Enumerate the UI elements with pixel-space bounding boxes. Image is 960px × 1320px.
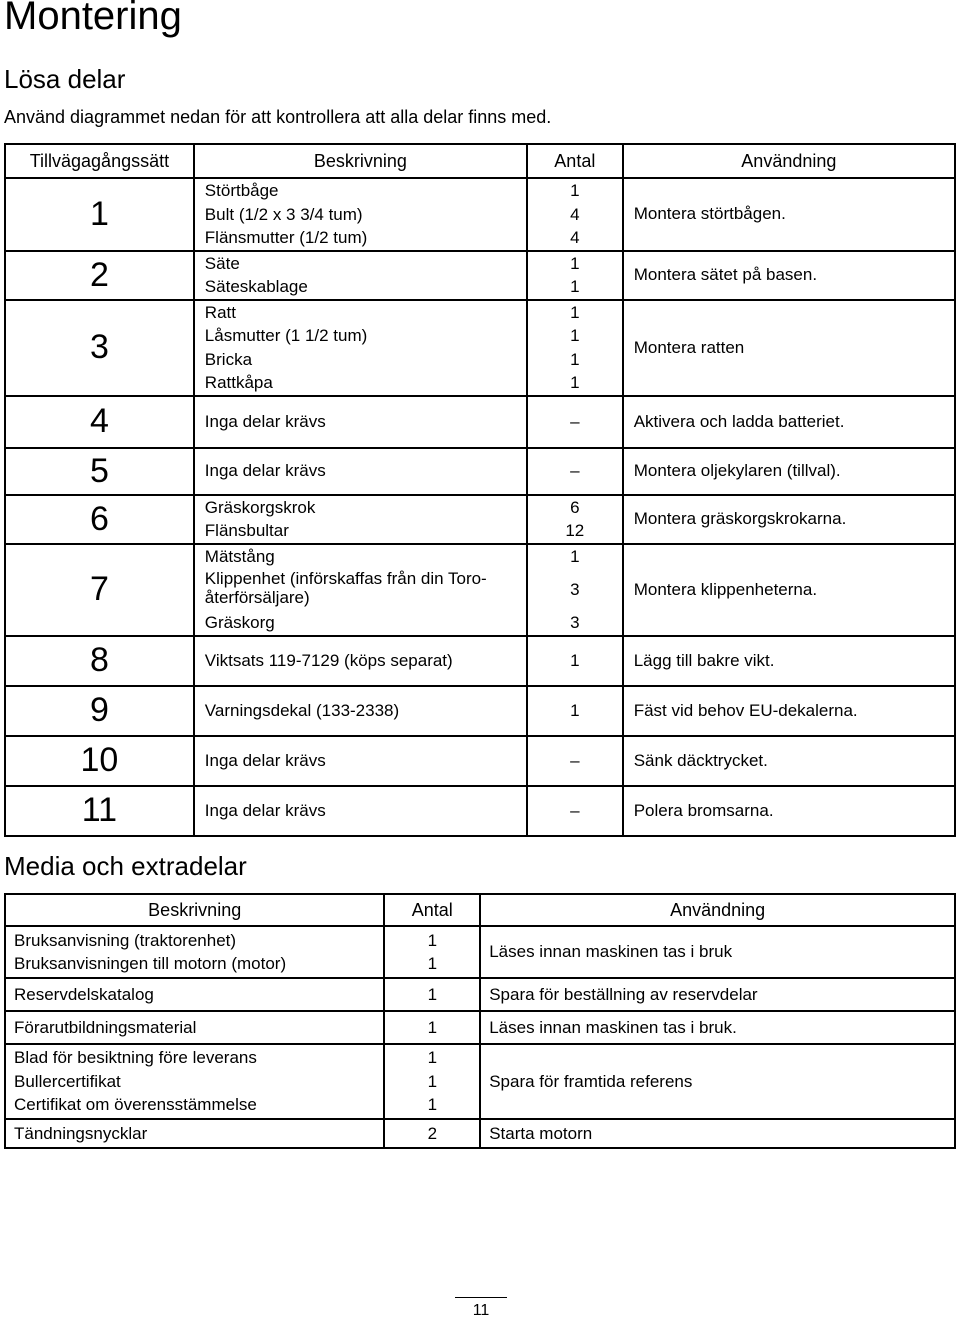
media-body [5, 926, 955, 1148]
description-cell [5, 1011, 384, 1044]
page-number: 11 [472, 1302, 490, 1319]
usage-cell: Polera bromsarna. [623, 786, 955, 836]
quantity-cell [527, 495, 623, 544]
usage-cell: Spara för framtida referens [480, 1044, 955, 1119]
step-number: 2 [5, 251, 194, 300]
table-row [5, 636, 955, 686]
step-number: 7 [5, 544, 194, 636]
table-row [5, 448, 955, 495]
header-usage: Användning [623, 144, 955, 178]
description-cell [194, 448, 527, 495]
part-description: Inga delar krävs [204, 411, 326, 431]
table-row [5, 1044, 955, 1119]
media-table [4, 893, 956, 1149]
item-quantity: 1 [427, 984, 438, 1004]
part-description: Bult (1/2 x 3 3/4 tum) [204, 204, 363, 224]
part-quantity: 1 [570, 181, 580, 200]
section-title-loose-parts: Lösa delar [4, 64, 126, 94]
part-quantity: 1 [570, 650, 580, 670]
part-quantity: 4 [570, 228, 580, 247]
usage-cell: Montera klippenheterna. [623, 544, 955, 636]
table-row [5, 1011, 955, 1044]
description-cell [194, 544, 527, 636]
table-row [5, 686, 955, 736]
table-row [5, 978, 955, 1011]
part-description: Gräskorg [204, 612, 275, 632]
usage-cell: Fäst vid behov EU-dekalerna. [623, 686, 955, 736]
description-cell [194, 178, 527, 251]
part-quantity: 1 [570, 253, 580, 273]
table-row [5, 1119, 955, 1148]
header-description: Beskrivning [5, 894, 384, 926]
usage-cell: Sänk däcktrycket. [623, 736, 955, 786]
part-quantity: 1 [570, 700, 580, 720]
table-row [5, 786, 955, 836]
item-description: Blad för besiktning före leverans [14, 1048, 257, 1068]
item-description: Förarutbildningsmaterial [14, 1017, 197, 1037]
part-description: Klippenhet (införskaffas från din Toro-återförsäljare) [204, 568, 487, 607]
part-quantity: 1 [570, 277, 580, 296]
description-cell [194, 736, 527, 786]
description-cell [5, 978, 384, 1011]
part-description: Flänsbultar [204, 521, 289, 540]
part-description: Rattkåpa [204, 373, 273, 392]
loose-parts-table [4, 143, 956, 837]
usage-cell: Läses innan maskinen tas i bruk. [480, 1011, 955, 1044]
quantity-cell [527, 300, 623, 396]
item-description: Certifikat om överensstämmelse [14, 1095, 257, 1115]
part-description: Ratt [204, 302, 236, 322]
description-cell [194, 251, 527, 300]
step-number: 5 [5, 448, 194, 495]
part-description: Bricka [204, 349, 253, 369]
step-number: 4 [5, 396, 194, 448]
step-number: 8 [5, 636, 194, 686]
part-description: Säteskablage [204, 277, 308, 296]
part-quantity: – [570, 411, 580, 431]
part-description: Gräskorgskrok [204, 497, 316, 517]
usage-cell: Montera störtbågen. [623, 178, 955, 251]
usage-cell: Lägg till bakre vikt. [623, 636, 955, 686]
table-row [5, 300, 955, 396]
quantity-cell [384, 978, 480, 1011]
description-cell [5, 926, 384, 978]
quantity-cell [527, 686, 623, 736]
table-row [5, 736, 955, 786]
item-description: Bullercertifikat [14, 1071, 121, 1091]
usage-cell: Montera sätet på basen. [623, 251, 955, 300]
part-description: Störtbåge [204, 181, 279, 200]
quantity-cell [384, 1044, 480, 1119]
quantity-cell [527, 544, 623, 636]
header-description: Beskrivning [194, 144, 527, 178]
step-number: 10 [5, 736, 194, 786]
quantity-cell [527, 251, 623, 300]
part-quantity: 3 [570, 612, 580, 632]
part-description: Låsmutter (1 1/2 tum) [204, 326, 368, 345]
quantity-cell [384, 1119, 480, 1148]
usage-cell: Montera gräskorgskrokarna. [623, 495, 955, 544]
quantity-cell [384, 1011, 480, 1044]
item-description: Tändningsnycklar [14, 1123, 148, 1143]
part-quantity: 1 [570, 547, 580, 566]
step-number: 9 [5, 686, 194, 736]
item-quantity: 1 [427, 1017, 438, 1037]
part-quantity: 4 [570, 204, 580, 224]
item-description: Bruksanvisningen till motorn (motor) [14, 954, 287, 973]
quantity-cell [527, 786, 623, 836]
part-quantity: 1 [570, 373, 580, 392]
quantity-cell [527, 636, 623, 686]
table-row [5, 495, 955, 544]
part-quantity: – [570, 800, 580, 820]
step-number: 6 [5, 495, 194, 544]
quantity-cell [527, 178, 623, 251]
description-cell [194, 636, 527, 686]
quantity-cell [527, 736, 623, 786]
part-description: Mätstång [204, 547, 275, 566]
header-procedure: Tillvägagångssätt [5, 144, 194, 178]
part-description: Viktsats 119-7129 (köps separat) [204, 650, 453, 670]
description-cell [194, 686, 527, 736]
usage-cell: Montera oljekylaren (tillval). [623, 448, 955, 495]
description-cell [194, 396, 527, 448]
part-quantity: 1 [570, 349, 580, 369]
table-row [5, 178, 955, 251]
description-cell [194, 300, 527, 396]
part-quantity: – [570, 461, 580, 481]
description-cell [194, 786, 527, 836]
usage-cell: Läses innan maskinen tas i bruk [480, 926, 955, 978]
description-cell [5, 1044, 384, 1119]
usage-cell: Starta motorn [480, 1119, 955, 1148]
usage-cell: Aktivera och ladda batteriet. [623, 396, 955, 448]
description-cell [5, 1119, 384, 1148]
part-quantity: 6 [570, 497, 580, 517]
part-quantity: 1 [570, 302, 580, 322]
description-cell [194, 495, 527, 544]
table-row [5, 926, 955, 978]
part-description: Säte [204, 253, 240, 273]
step-number: 3 [5, 300, 194, 396]
item-quantity: 1 [427, 930, 438, 950]
footer-rule [455, 1297, 507, 1298]
part-description: Flänsmutter (1/2 tum) [204, 228, 368, 247]
table-row [5, 544, 955, 636]
table-row [5, 396, 955, 448]
item-description: Bruksanvisning (traktorenhet) [14, 930, 237, 950]
part-quantity: 1 [570, 326, 580, 345]
header-quantity: Antal [527, 144, 623, 178]
quantity-cell [527, 448, 623, 495]
part-description: Inga delar krävs [204, 461, 326, 481]
step-number: 11 [5, 786, 194, 836]
part-quantity: 3 [570, 579, 580, 599]
section-title-media: Media och extradelar [4, 851, 247, 881]
item-quantity: 1 [427, 1048, 438, 1068]
item-quantity: 1 [427, 1095, 438, 1115]
intro-text: Använd diagrammet nedan för att kontrollera att alla delar finns med. [4, 107, 552, 127]
table-header-row [5, 894, 955, 926]
quantity-cell [384, 926, 480, 978]
item-quantity: 1 [427, 1071, 438, 1091]
part-description: Inga delar krävs [204, 800, 326, 820]
part-quantity: – [570, 750, 580, 770]
item-quantity: 2 [427, 1123, 438, 1143]
loose-parts-body [5, 178, 955, 836]
part-description: Varningsdekal (133-2338) [204, 700, 400, 720]
usage-cell: Spara för beställning av reservdelar [480, 978, 955, 1011]
part-description: Inga delar krävs [204, 750, 326, 770]
table-header-row [5, 144, 955, 178]
header-quantity: Antal [384, 894, 480, 926]
table-row [5, 251, 955, 300]
page-title: Montering [4, 0, 182, 38]
step-number: 1 [5, 178, 194, 251]
item-description: Reservdelskatalog [14, 984, 154, 1004]
header-usage: Användning [480, 894, 955, 926]
usage-cell: Montera ratten [623, 300, 955, 396]
part-quantity: 12 [565, 521, 585, 540]
quantity-cell [527, 396, 623, 448]
item-quantity: 1 [427, 954, 438, 973]
